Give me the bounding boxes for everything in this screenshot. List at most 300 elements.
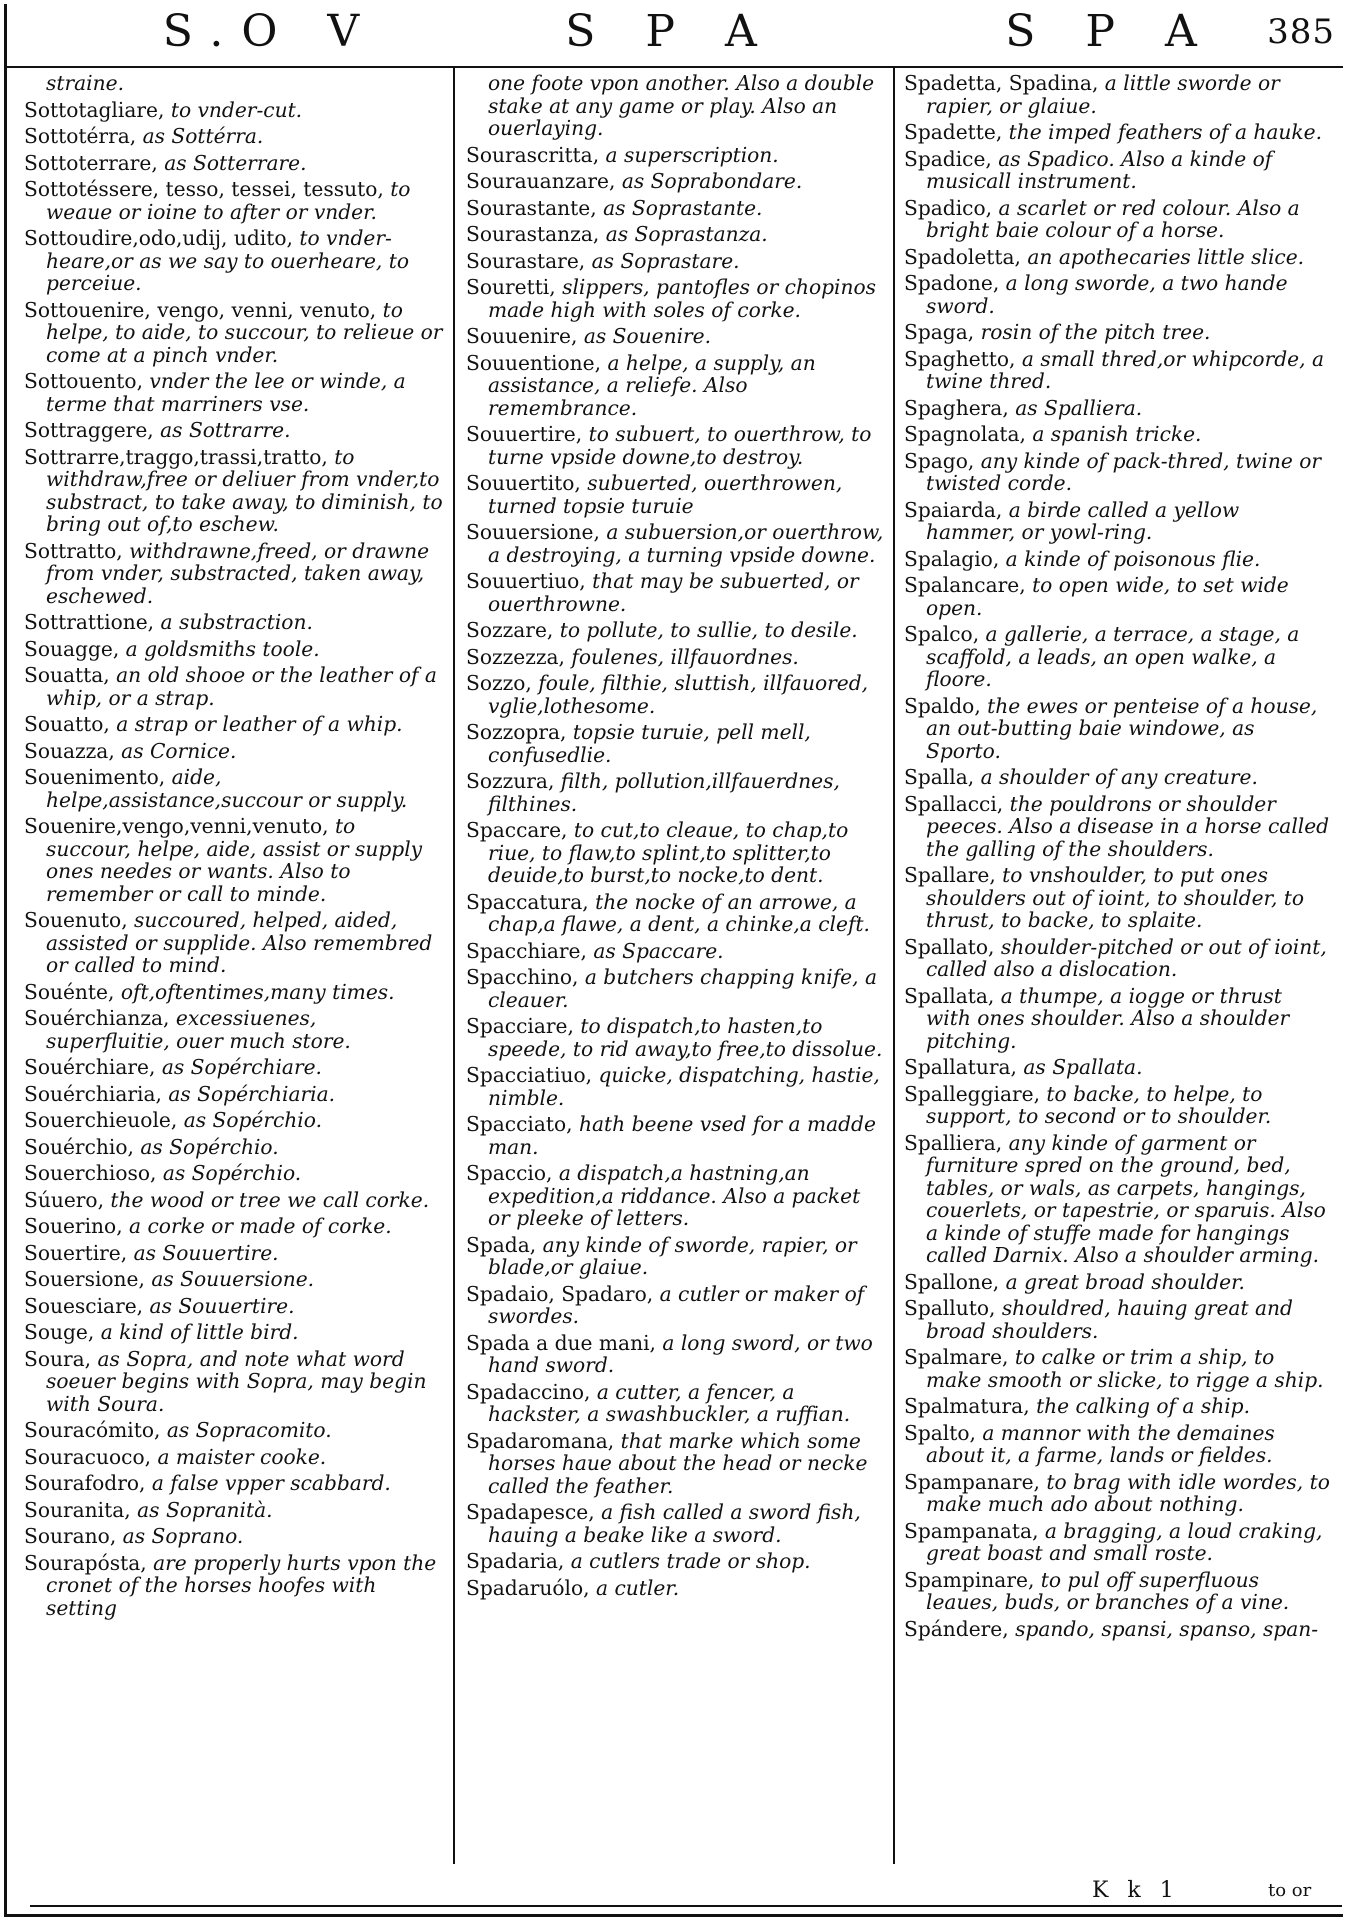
entry-definition: as Spallata.: [1023, 1055, 1143, 1079]
entry-headword: Spadico,: [904, 195, 999, 220]
dictionary-entry: [24, 1419, 444, 1442]
entry-headword: Spampinare,: [904, 1567, 1041, 1592]
dictionary-entry: [24, 740, 444, 763]
entry-headword: Spaccatura,: [466, 889, 596, 914]
dictionary-entry: [24, 981, 444, 1004]
dictionary-entry: [24, 1525, 444, 1548]
entry-definition: to withdraw,free or deliuer from vnder,to substract, to take away, to diminish, to bring out of,to eschew.: [46, 444, 443, 536]
dictionary-entry: [24, 446, 444, 536]
entry-headword: Sottoudire,odo,udij, udito,: [24, 226, 300, 250]
entry-definition: a corke or made of corke.: [129, 1214, 392, 1238]
dictionary-entry: [466, 197, 886, 220]
dictionary-entry: [904, 1271, 1332, 1294]
dictionary-entry: [24, 299, 444, 367]
column-divider: [893, 68, 895, 1864]
entry-headword: Spadone,: [904, 271, 1006, 295]
dictionary-entry: [466, 1577, 886, 1600]
entry-headword: Spallato,: [904, 934, 1001, 959]
entry-definition: as Soprastanza.: [605, 222, 768, 246]
dictionary-entry: [904, 548, 1332, 571]
entry-definition: the imped feathers of a hauke.: [1008, 120, 1323, 144]
dictionary-entry: [24, 1056, 444, 1079]
entry-definition: as Souenire.: [583, 324, 712, 348]
dictionary-entry: [904, 623, 1332, 691]
entry-definition: a subuersion,or ouerthrow, a destroying, a turning vpside downe.: [488, 520, 884, 567]
entry-definition: a helpe, a supply, an assistance, a reliefe. Also remembrance.: [488, 350, 816, 420]
entry-headword: Souuentione,: [466, 350, 608, 375]
entry-headword: Souenire,vengo,venni,venuto,: [24, 814, 335, 838]
entry-headword: Souuersione,: [466, 520, 607, 544]
dictionary-entry: [466, 1064, 886, 1109]
entry-headword: Sottotérra,: [24, 124, 143, 148]
entry-headword: Spalto,: [904, 1420, 983, 1445]
entry-definition: to calke or trim a ship, to make smooth or slicke, to rigge a ship.: [926, 1345, 1324, 1392]
dictionary-entry: [466, 325, 886, 348]
entry-headword: Sottouenire, vengo, venni, venuto,: [24, 297, 383, 322]
dictionary-entry: [24, 815, 444, 905]
dictionary-entry: [904, 1346, 1332, 1391]
entry-definition: any kinde of garment or furniture spred on the ground, bed, tables, or wals, as carpets, hangings, couerlets, or tapestrie, or sparuis. Also a kinde of stuffe made for hangings called Darnix. Also a shoulder arming.: [926, 1130, 1326, 1267]
dictionary-entry: [466, 1501, 886, 1546]
entry-headword: Spallare,: [904, 863, 1003, 887]
dictionary-entry: [904, 1056, 1332, 1079]
dictionary-entry: [466, 1381, 886, 1426]
dictionary-entry: [904, 348, 1332, 393]
entry-headword: Spallacci,: [904, 791, 1010, 816]
entry-headword: Spacchiare,: [466, 938, 594, 963]
entry-definition: filth, pollution,illfauerdnes, filthines.: [488, 769, 840, 816]
dictionary-entry: [904, 1132, 1332, 1267]
entry-headword: Spalco,: [904, 622, 986, 646]
entry-definition: a cutler.: [596, 1575, 680, 1600]
entry-headword: Spada,: [466, 1232, 543, 1257]
dictionary-entry: [466, 72, 886, 140]
running-head-right: S P A: [1005, 6, 1215, 57]
entry-definition: foulenes, illfauordnes.: [571, 644, 799, 669]
entry-definition: any kinde of sworde, rapier, or blade,or glaiue.: [488, 1232, 857, 1279]
entry-headword: Spaghetto,: [904, 346, 1022, 371]
entry-definition: as Sopracomito.: [166, 1418, 332, 1442]
entry-headword: Spaghera,: [904, 395, 1016, 420]
entry-definition: to helpe, to aide, to succour, to relieue or come at a pinch vnder.: [46, 297, 443, 367]
entry-headword: Spampanata,: [904, 1518, 1045, 1543]
dictionary-entry: [904, 397, 1332, 420]
entry-headword: Souazza,: [24, 738, 122, 763]
dictionary-entry: [24, 1136, 444, 1159]
entry-headword: Sourafodro,: [24, 1471, 152, 1495]
dictionary-entry: [904, 148, 1332, 193]
entry-definition: quicke, dispatching, hastie, nimble.: [488, 1063, 880, 1110]
entry-headword: Souuertito,: [466, 471, 588, 495]
entry-headword: Spalmare,: [904, 1345, 1015, 1369]
column-divider: [453, 68, 455, 1864]
entry-headword: Spadaromana,: [466, 1428, 621, 1453]
entry-definition: as Spalliera.: [1015, 395, 1143, 420]
entry-headword: Sottotagliare,: [24, 97, 171, 122]
dictionary-entry: [24, 1472, 444, 1495]
entry-headword: Sozzopra,: [466, 720, 573, 744]
entry-headword: Spadaccino,: [466, 1379, 597, 1404]
entry-headword: Souérchio,: [24, 1134, 141, 1159]
dictionary-entry: [466, 352, 886, 420]
entry-definition: a birde called a yellow hammer, or yowl-ring.: [926, 497, 1240, 544]
entry-definition: a strap or leather of a whip.: [116, 712, 403, 736]
entry-definition: aide, helpe,assistance,succour or supply.: [46, 765, 408, 812]
entry-definition: as Spaccare.: [593, 938, 724, 963]
entry-definition: a mannor with the demaines about it, a farme, lands or fieldes.: [926, 1420, 1275, 1467]
dictionary-entry: [466, 891, 886, 936]
entry-definition: as Cornice.: [121, 738, 237, 763]
running-head-left: S.O V: [162, 6, 378, 57]
entry-headword: Sourastanza,: [466, 222, 606, 246]
dictionary-entry: [904, 246, 1332, 269]
dictionary-entry: [24, 1215, 444, 1238]
entry-definition: a cutler or maker of swordes.: [488, 1281, 865, 1328]
entry-definition: subuerted, ouerthrowen, turned topsie turuie: [488, 471, 843, 518]
dictionary-entry: [466, 940, 886, 963]
entry-definition: the nocke of an arrowe, a chap,a flawe, a dent, a chinke,a cleft.: [488, 889, 870, 936]
entry-definition: to dispatch,to hasten,to speede, to rid away,to free,to dissolue.: [488, 1014, 883, 1061]
entry-definition: as Soprabondare.: [621, 169, 803, 193]
dictionary-entry: [904, 1471, 1332, 1516]
entry-headword: Souérchiare,: [24, 1055, 162, 1079]
entry-headword: Souranita,: [24, 1497, 138, 1522]
entry-headword: Souerchieuole,: [24, 1108, 184, 1132]
entry-definition: a false vpper scabbard.: [151, 1471, 391, 1495]
dictionary-entry: [466, 770, 886, 815]
entry-definition: as Sopérchio.: [140, 1134, 279, 1159]
entry-definition: a superscription.: [605, 142, 779, 167]
dictionary-entry: [24, 227, 444, 295]
signature-mark: K k 1: [1092, 1878, 1180, 1903]
entry-definition: slippers, pantofles or chopinos made high with soles of corke.: [488, 275, 877, 322]
entry-definition: rosin of the pitch tree.: [980, 320, 1211, 344]
entry-definition: a little sworde or rapier, or glaiue.: [926, 72, 1280, 118]
dictionary-entry: [904, 272, 1332, 317]
dictionary-entry: [904, 936, 1332, 981]
dictionary-entry: [466, 646, 886, 669]
dictionary-entry: [24, 1348, 444, 1416]
entry-definition: as Soprano.: [122, 1524, 244, 1548]
dictionary-entry: [24, 1295, 444, 1318]
dictionary-entry: [466, 570, 886, 615]
entry-definition: a substraction.: [160, 610, 313, 634]
entry-definition: as Souuersione.: [151, 1267, 315, 1291]
dictionary-entry: [904, 1520, 1332, 1565]
entry-headword: Sottouento,: [24, 369, 150, 393]
entry-headword: Spalagio,: [904, 546, 1006, 571]
entry-definition: as Sopra, and note what word soeuer begins with Sopra, may begin with Soura.: [46, 1346, 427, 1416]
dictionary-entry: [466, 1162, 886, 1230]
dictionary-entry: [904, 1083, 1332, 1128]
dictionary-entry: [904, 864, 1332, 932]
entry-definition: one foote vpon another. Also a double stake at any game or play. Also an ouerlaying.: [488, 72, 875, 140]
entry-definition: as Souuertire.: [133, 1240, 279, 1265]
entry-definition: as Soprastante.: [603, 195, 763, 220]
entry-headword: Souagge,: [24, 636, 126, 661]
dictionary-entry: [24, 1083, 444, 1106]
entry-headword: Spalla,: [904, 765, 981, 789]
dictionary-entry: [466, 423, 886, 468]
dictionary-entry: [904, 574, 1332, 619]
entry-definition: to succour, helpe, aide, assist or supply ones needes or wants. Also to remember or call to minde.: [46, 814, 423, 906]
dictionary-entry: [466, 1283, 886, 1328]
entry-headword: Souracómito,: [24, 1418, 167, 1442]
entry-headword: Souuertiuo,: [466, 569, 593, 593]
entry-definition: a long sworde, a two hande sword.: [926, 271, 1288, 318]
dictionary-entry: [904, 197, 1332, 242]
dictionary-entry: [466, 1332, 886, 1377]
entry-definition: oft,oftentimes,many times.: [120, 979, 395, 1004]
dictionary-entry: [24, 1007, 444, 1052]
entry-definition: as Sotterrare.: [164, 150, 307, 175]
entry-headword: Spadapesce,: [466, 1500, 602, 1524]
entry-definition: withdrawne,freed, or drawne from vnder, substracted, taken away, eschewed.: [46, 538, 430, 608]
entry-headword: Sozzezza,: [466, 644, 572, 669]
entry-headword: Spallata,: [904, 983, 1001, 1008]
dictionary-entry: [24, 664, 444, 709]
dictionary-entry: [904, 499, 1332, 544]
dictionary-column-2: [466, 72, 886, 1852]
entry-headword: Sottoterrare,: [24, 150, 165, 175]
dictionary-entry: [24, 99, 444, 122]
entry-headword: Spaiarda,: [904, 497, 1009, 522]
entry-definition: an apothecaries little slice.: [1027, 244, 1305, 269]
entry-definition: as Spadico. Also a kinde of musicall instrument.: [926, 146, 1273, 193]
entry-definition: succoured, helped, aided, assisted or supplide. Also remembred or called to mind.: [46, 908, 433, 977]
entry-headword: Spaldo,: [904, 693, 988, 718]
entry-headword: Sottrarre,traggo,trassi,tratto,: [24, 444, 335, 469]
entry-headword: Spadaria,: [466, 1549, 571, 1573]
dictionary-entry: [24, 1552, 444, 1620]
dictionary-entry: [466, 521, 886, 566]
entry-definition: a cutlers trade or shop.: [570, 1549, 811, 1573]
entry-headword: Souérchianza,: [24, 1006, 176, 1030]
entry-headword: Sourastare,: [466, 248, 592, 273]
entry-definition: a shoulder of any creature.: [980, 765, 1258, 789]
entry-headword: Spallone,: [904, 1269, 1006, 1294]
entry-headword: Spacciare,: [466, 1014, 581, 1038]
entry-headword: Sottratto,: [24, 538, 130, 563]
dictionary-entry: [466, 1234, 886, 1279]
entry-headword: Spadice,: [904, 146, 999, 171]
entry-definition: to pollute, to sullie, to desile.: [559, 618, 858, 642]
dictionary-entry: [904, 121, 1332, 144]
entry-headword: Spadaio, Spadaro,: [466, 1281, 660, 1306]
entry-definition: a kind of little bird.: [100, 1320, 299, 1344]
entry-headword: Sozzo,: [466, 671, 539, 695]
entry-headword: Spallatura,: [904, 1055, 1024, 1079]
entry-headword: Souenuto,: [24, 908, 135, 932]
entry-definition: the ewes or penteise of a house, an out-butting baie windowe, as Sporto.: [926, 693, 1318, 763]
dictionary-entry: [904, 766, 1332, 789]
entry-definition: to open wide, to set wide open.: [926, 573, 1289, 620]
entry-headword: Sozzare,: [466, 618, 560, 642]
entry-headword: Sourascritta,: [466, 142, 606, 167]
dictionary-entry: [24, 540, 444, 608]
dictionary-entry: [904, 450, 1332, 495]
dictionary-entry: [24, 1446, 444, 1469]
catchword: to or: [1268, 1880, 1312, 1901]
entry-headword: Souerino,: [24, 1214, 130, 1238]
entry-definition: foule, filthie, sluttish, illfauored, vglie,lothesome.: [488, 671, 869, 718]
entry-headword: Spaga,: [904, 320, 981, 344]
entry-headword: Sozzura,: [466, 769, 561, 793]
entry-definition: a long sword, or two hand sword.: [488, 1330, 873, 1377]
entry-headword: Souersione,: [24, 1267, 152, 1291]
entry-definition: to weaue or ioine to after or vnder.: [46, 177, 411, 224]
entry-headword: Spándere,: [904, 1616, 1016, 1641]
entry-definition: a dispatch,a hastning,an expedition,a riddance. Also a packet or pleeke of letters.: [488, 1161, 861, 1230]
page-number: 385: [1267, 12, 1335, 52]
entry-definition: shoulder-pitched or out of ioint, called also a dislocation.: [926, 934, 1327, 981]
dictionary-entry: [24, 713, 444, 736]
dictionary-entry: [24, 638, 444, 661]
entry-headword: Souretti,: [466, 275, 563, 299]
dictionary-entry: [466, 619, 886, 642]
entry-definition: to backe, to helpe, to support, to second or to shoulder.: [926, 1081, 1272, 1128]
dictionary-entry: [24, 125, 444, 148]
entry-headword: Sottotéssere, tesso, tessei, tessuto,: [24, 177, 391, 201]
dictionary-entry: [904, 1395, 1332, 1418]
entry-definition: as Sopranità.: [137, 1497, 273, 1522]
dictionary-entry: [466, 223, 886, 246]
entry-headword: Souatta,: [24, 663, 117, 687]
entry-headword: Soura,: [24, 1346, 98, 1371]
entry-definition: to vnder-cut.: [170, 97, 303, 122]
entry-headword: Spada a due mani,: [466, 1330, 663, 1355]
entry-definition: topsie turuie, pell mell, confusedlie.: [488, 720, 811, 767]
entry-definition: a thumpe, a iogge or thrust with ones shoulder. Also a shoulder pitching.: [926, 983, 1290, 1053]
entry-definition: an old shooe or the leather of a whip, or a strap.: [46, 663, 437, 710]
dictionary-entry: [466, 170, 886, 193]
dictionary-entry: [904, 793, 1332, 861]
dictionary-entry: [24, 1162, 444, 1185]
entry-headword: Spago,: [904, 448, 981, 473]
dictionary-entry: [24, 1109, 444, 1132]
entry-definition: to vnshoulder, to put ones shoulders out of ioint, to shoulder, to thrust, to backe, to splaite.: [926, 863, 1305, 932]
entry-definition: to vnder-heare,or as we say to ouerheare, to perceiue.: [46, 226, 410, 295]
entry-definition: a spanish tricke.: [1032, 422, 1202, 446]
entry-headword: Spampanare,: [904, 1469, 1047, 1494]
entry-definition: the pouldrons or shoulder peeces. Also a disease in a horse called the galling of the shoulders.: [926, 791, 1330, 861]
entry-definition: as Sottrarre.: [160, 418, 291, 442]
entry-definition: as Soprastare.: [591, 248, 740, 273]
entry-headword: Spalmatura,: [904, 1394, 1037, 1418]
entry-headword: Spacciato,: [466, 1112, 579, 1136]
entry-headword: Spalluto,: [904, 1296, 1002, 1320]
entry-definition: as Sopérchio.: [162, 1161, 302, 1185]
entry-headword: Souenimento,: [24, 765, 172, 789]
dictionary-entry: [904, 423, 1332, 446]
entry-definition: vnder the lee or winde, a terme that marriners vse.: [46, 369, 406, 416]
footer-rule: [30, 1905, 1342, 1907]
entry-headword: Sourauanzare,: [466, 169, 622, 193]
dictionary-column-1: [24, 72, 444, 1852]
entry-headword: Souatto,: [24, 712, 117, 736]
entry-headword: Spagnolata,: [904, 422, 1033, 446]
dictionary-entry: [24, 1268, 444, 1291]
entry-headword: Spadetta, Spadina,: [904, 72, 1105, 95]
dictionary-entry: [24, 1499, 444, 1522]
dictionary-entry: [466, 1550, 886, 1573]
entry-definition: as Sopérchiaria.: [168, 1081, 336, 1106]
entry-definition: as Souuertire.: [149, 1293, 295, 1318]
entry-headword: Sourastante,: [466, 195, 604, 220]
entry-headword: Spaccio,: [466, 1161, 559, 1185]
entry-definition: a kinde of poisonous flie.: [1005, 546, 1261, 571]
entry-headword: Souerchioso,: [24, 1161, 163, 1185]
entry-headword: Súuero,: [24, 1187, 111, 1212]
entry-headword: Spaccare,: [466, 818, 574, 842]
dictionary-entry: [904, 321, 1332, 344]
entry-headword: Sourapósta,: [24, 1550, 154, 1575]
entry-definition: that may be subuerted, or ouerthrowne.: [488, 569, 859, 616]
entry-definition: spando, spansi, spanso, span-: [1015, 1616, 1319, 1641]
dictionary-entry: [466, 966, 886, 1011]
entry-headword: Spalleggiare,: [904, 1081, 1047, 1106]
entry-definition: excessiuenes, superfluitie, ouer much store.: [46, 1006, 351, 1053]
dictionary-entry: [904, 1618, 1332, 1641]
dictionary-entry: [904, 985, 1332, 1053]
dictionary-entry: [466, 144, 886, 167]
entry-headword: Sottraggere,: [24, 418, 161, 442]
dictionary-entry: [24, 909, 444, 977]
entry-definition: are properly hurts vpon the cronet of the horses hoofes with setting: [46, 1550, 437, 1620]
entry-headword: Souracuoco,: [24, 1444, 158, 1469]
dictionary-entry: [24, 419, 444, 442]
dictionary-entry: [466, 1430, 886, 1498]
entry-headword: Souuenire,: [466, 324, 584, 348]
dictionary-entry: [904, 72, 1332, 117]
dictionary-entry: [24, 178, 444, 223]
entry-definition: shouldred, hauing great and broad shoulders.: [926, 1296, 1293, 1343]
entry-definition: the wood or tree we call corke.: [110, 1187, 430, 1212]
header-rule: [4, 66, 1343, 68]
dictionary-column-3: [904, 72, 1332, 1852]
dictionary-entry: [24, 370, 444, 415]
dictionary-entry: [24, 1242, 444, 1265]
dictionary-entry: [904, 1297, 1332, 1342]
entry-definition: a goldsmiths toole.: [125, 636, 320, 661]
entry-headword: Souesciare,: [24, 1293, 150, 1318]
entry-definition: a small thred,or whipcorde, a twine thred.: [926, 346, 1324, 393]
entry-headword: Sourano,: [24, 1524, 123, 1548]
dictionary-entry: [466, 1113, 886, 1158]
entry-definition: as Sopérchiare.: [161, 1055, 322, 1079]
entry-definition: a gallerie, a terrace, a stage, a scaffold, a leads, an open walke, a floore.: [926, 622, 1300, 691]
dictionary-entry: [24, 766, 444, 811]
entry-definition: that marke which some horses haue about the head or necke called the feather.: [488, 1428, 868, 1498]
entry-headword: Souuertire,: [466, 422, 589, 446]
dictionary-entry: [466, 250, 886, 273]
entry-headword: Sottrattione,: [24, 610, 161, 634]
entry-definition: to brag with idle wordes, to make much ado about nothing.: [926, 1469, 1330, 1516]
entry-definition: to subuert, to ouerthrow, to turne vpside downe,to destroy.: [488, 422, 872, 469]
entry-definition: to pul off superfluous leaues, buds, or branches of a vine.: [926, 1567, 1290, 1614]
entry-headword: Souge,: [24, 1320, 101, 1344]
dictionary-entry: [904, 1569, 1332, 1614]
entry-definition: as Sopérchio.: [183, 1108, 322, 1132]
entry-headword: Spalliera,: [904, 1130, 1009, 1155]
entry-definition: to cut,to cleaue, to chap,to riue, to flaw,to splint,to splitter,to deuide,to burst,to nocke,to dent.: [488, 818, 849, 887]
entry-definition: as Sottérra.: [142, 124, 264, 148]
entry-definition: a cutter, a fencer, a hackster, a swashbuckler, a ruffian.: [488, 1379, 851, 1426]
entry-definition: a bragging, a loud craking, great boast and small roste.: [926, 1518, 1323, 1565]
entry-definition: straine.: [46, 72, 124, 95]
dictionary-entry: [466, 819, 886, 887]
dictionary-entry: [466, 672, 886, 717]
